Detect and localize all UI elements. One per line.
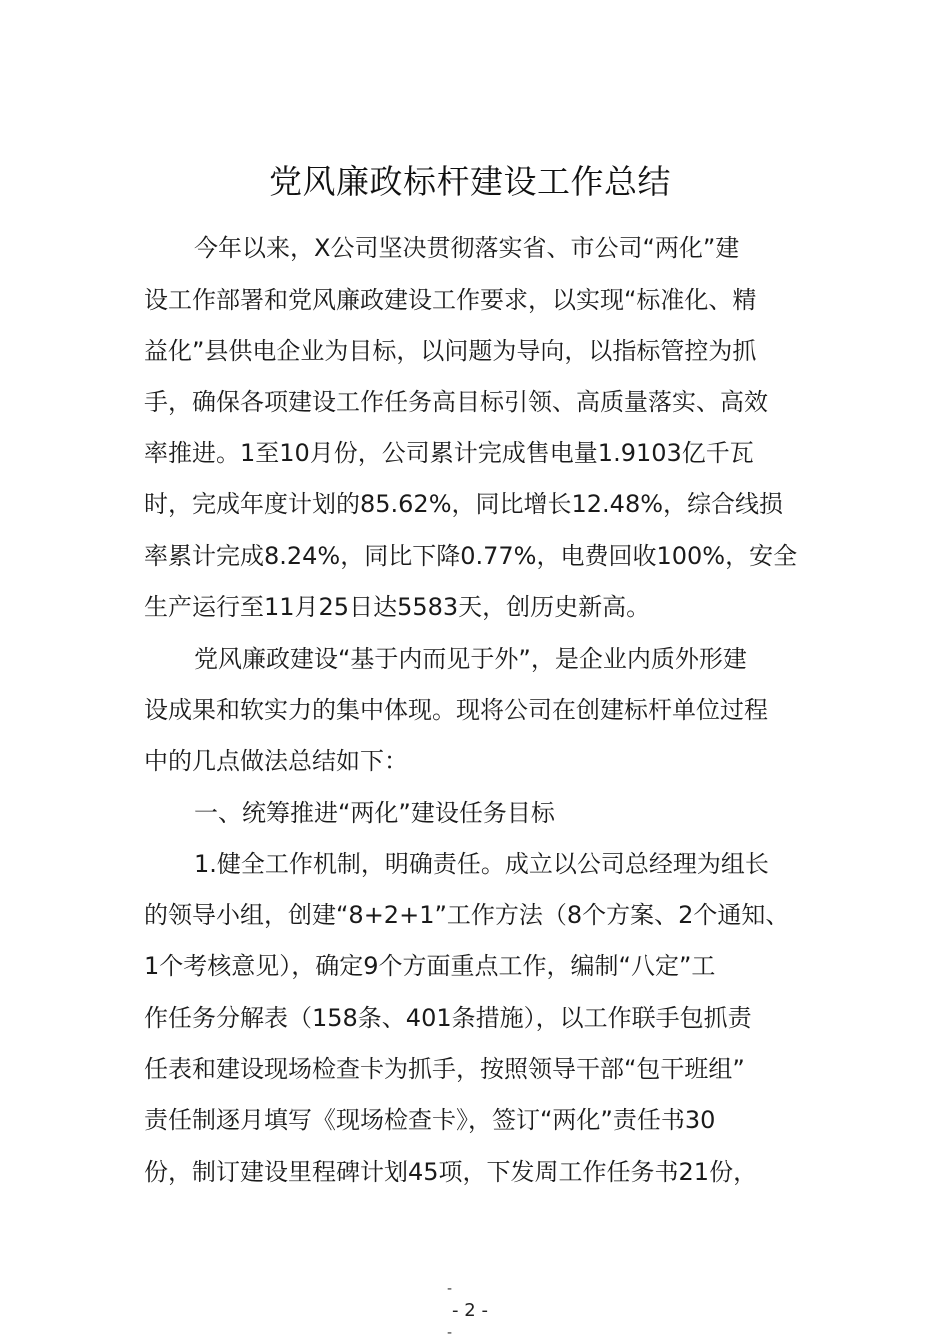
paragraph-line: 手，确保各项建设工作任务高目标引领、高质量落实、高效 — [144, 388, 768, 416]
paragraph-line: 任表和建设现场检查卡为抓手，按照领导干部“包干班组” — [144, 1055, 745, 1083]
footer-dash-top: - — [447, 1281, 453, 1297]
page-title: 党风廉政标杆建设工作总结 — [269, 162, 671, 201]
page-number: - 2 - — [452, 1300, 488, 1321]
paragraph-line: 益化”县供电企业为目标，以问题为导向，以指标管控为抓 — [144, 337, 757, 365]
paragraph-line: 设成果和软实力的集中体现。现将公司在创建标杆单位过程 — [144, 696, 768, 724]
paragraph-line: 率推进。1至10月份，公司累计完成售电量1.9103亿千瓦 — [144, 439, 754, 467]
paragraph-line: 1个考核意见），确定9个方面重点工作，编制“八定”工 — [144, 952, 716, 980]
section-heading: 一、统筹推进“两化”建设任务目标 — [194, 799, 555, 827]
paragraph-line: 1.健全工作机制，明确责任。成立以公司总经理为组长 — [194, 850, 769, 878]
paragraph-line: 生产运行至11月25日达5583天，创历史新高。 — [144, 593, 651, 621]
paragraph-line: 设工作部署和党风廉政建设工作要求，以实现“标准化、精 — [144, 286, 757, 314]
paragraph-line: 率累计完成8.24%，同比下降0.77%，电费回收100%，安全 — [144, 542, 798, 570]
paragraph-line: 的领导小组，创建“8+2+1”工作方法（8个方案、2个通知、 — [144, 901, 790, 929]
paragraph-line: 党风廉政建设“基于内而见于外”，是企业内质外形建 — [194, 645, 747, 673]
paragraph-line: 时，完成年度计划的85.62%，同比增长12.48%，综合线损 — [144, 490, 784, 518]
paragraph-line: 责任制逐月填写《现场检查卡》，签订“两化”责任书30 — [144, 1106, 716, 1134]
paragraph-line: 今年以来，X公司坚决贯彻落实省、市公司“两化”建 — [194, 234, 740, 262]
paragraph-line: 作任务分解表（158条、401条措施），以工作联手包抓责 — [144, 1004, 752, 1032]
footer-dash-bottom: - — [447, 1325, 453, 1341]
paragraph-line: 中的几点做法总结如下： — [144, 747, 408, 775]
paragraph-line: 份，制订建设里程碑计划45项，下发周工作任务书21份， — [144, 1158, 758, 1186]
